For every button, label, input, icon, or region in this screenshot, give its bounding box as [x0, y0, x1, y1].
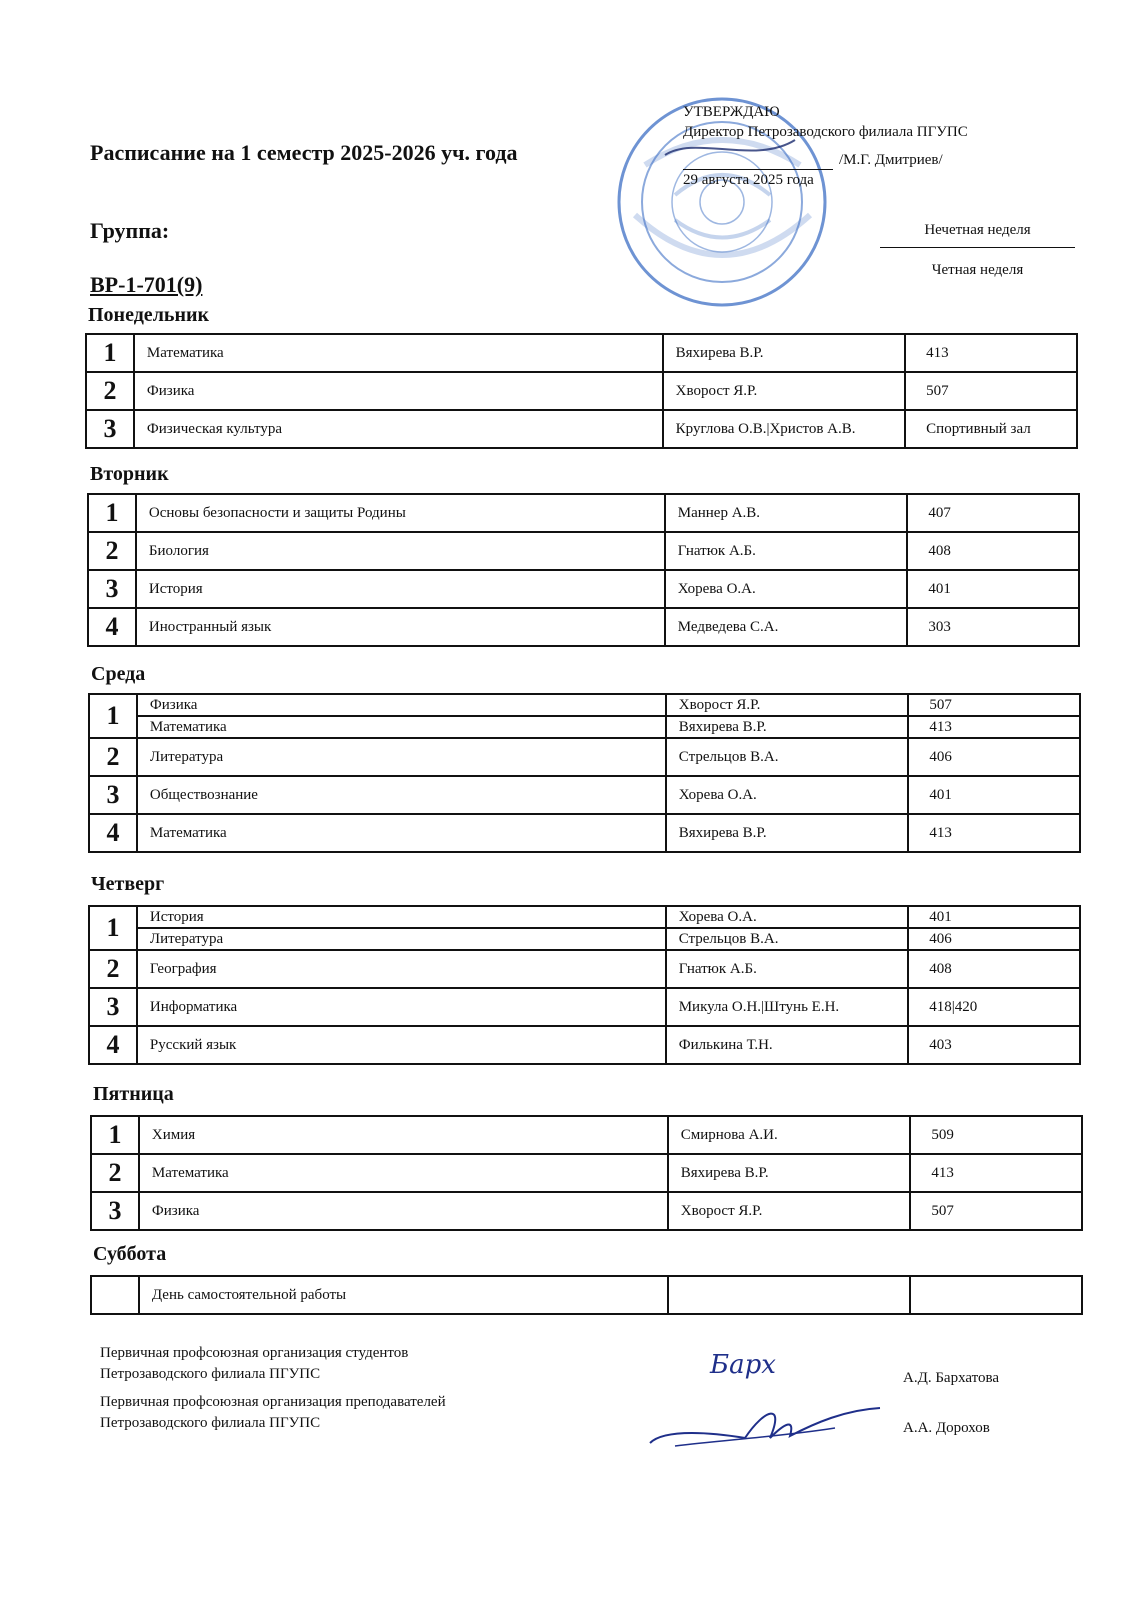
lesson-number: 1 — [88, 494, 136, 532]
group-label: Группа: — [90, 218, 170, 243]
lesson-teacher: Стрельцов В.А. — [666, 738, 909, 776]
lesson-room: 413 — [910, 1154, 1082, 1192]
lesson-room: 418|420 — [908, 988, 1080, 1026]
lesson-number: 3 — [89, 988, 137, 1026]
lesson-teacher: Хорева О.А. — [666, 776, 909, 814]
lesson-teacher: Хворост Я.Р. — [668, 1192, 911, 1230]
lesson-subject: Основы безопасности и защиты Родины — [136, 494, 665, 532]
lesson-subject: История — [136, 570, 665, 608]
lesson-number: 2 — [88, 532, 136, 570]
lesson-subject: Физика — [137, 694, 666, 716]
lesson-room: 509 — [910, 1116, 1082, 1154]
lesson-teacher: Хорева О.А. — [665, 570, 908, 608]
lesson-subject: Обществознание — [137, 776, 666, 814]
lesson-row — [89, 928, 1080, 950]
lesson-number: 3 — [89, 776, 137, 814]
lesson-number: 1 — [91, 1116, 139, 1154]
footer-org-teachers-line2: Петрозаводского филиала ПГУПС — [100, 1415, 321, 1431]
day-schedule-table — [90, 1275, 1083, 1315]
lesson-room: 408 — [907, 532, 1079, 570]
lesson-room: 406 — [908, 928, 1080, 950]
lesson-row — [89, 738, 1080, 776]
lesson-subject: Литература — [137, 738, 666, 776]
lesson-room: 401 — [907, 570, 1079, 608]
lesson-row — [86, 372, 1077, 410]
lesson-teacher: Хворост Я.Р. — [663, 372, 906, 410]
lesson-row — [89, 988, 1080, 1026]
approval-position: Директор Петрозаводского филиала ПГУПС — [683, 124, 968, 140]
handwritten-signature-1: Барх — [710, 1350, 776, 1380]
week-odd-label: Нечетная неделя — [880, 222, 1075, 248]
lesson-number: 3 — [86, 410, 134, 448]
week-even-label: Четная неделя — [931, 262, 1024, 278]
lesson-row — [88, 494, 1079, 532]
lesson-number: 1 — [86, 334, 134, 372]
lesson-subject: Химия — [139, 1116, 668, 1154]
lesson-room: 413 — [908, 716, 1080, 738]
lesson-row — [88, 608, 1079, 646]
approval-heading: УТВЕРЖДАЮ — [683, 104, 780, 120]
footer-org-students-line2: Петрозаводского филиала ПГУПС — [100, 1366, 321, 1382]
lesson-number — [91, 1276, 139, 1314]
lesson-row — [88, 570, 1079, 608]
day-schedule-table — [88, 693, 1081, 853]
lesson-number: 2 — [89, 738, 137, 776]
lesson-subject: Математика — [134, 334, 663, 372]
lesson-room: 408 — [908, 950, 1080, 988]
lesson-teacher: Хорева О.А. — [666, 906, 909, 928]
lesson-subject: Биология — [136, 532, 665, 570]
lesson-row — [91, 1276, 1082, 1314]
lesson-subject: Математика — [139, 1154, 668, 1192]
lesson-row — [88, 532, 1079, 570]
lesson-row — [89, 814, 1080, 852]
page-title: Расписание на 1 семестр 2025-2026 уч. года — [90, 140, 518, 165]
lesson-room: Спортивный зал — [905, 410, 1077, 448]
approval-block — [683, 102, 968, 190]
day-heading: Вторник — [90, 463, 169, 485]
lesson-subject: Физика — [139, 1192, 668, 1230]
signer-name-2: А.А. Дорохов — [903, 1420, 990, 1436]
lesson-room: 413 — [905, 334, 1077, 372]
lesson-room: 507 — [908, 694, 1080, 716]
lesson-row — [86, 334, 1077, 372]
lesson-subject: География — [137, 950, 666, 988]
footer-org-students-line1: Первичная профсоюзная организация студентов — [100, 1345, 409, 1361]
day-schedule-table — [85, 333, 1078, 449]
lesson-number: 4 — [88, 608, 136, 646]
lesson-number: 4 — [89, 814, 137, 852]
footer-org-teachers — [100, 1392, 446, 1434]
lesson-teacher: Медведева С.А. — [665, 608, 908, 646]
approval-signer: /М.Г. Дмитриев/ — [839, 152, 943, 168]
lesson-teacher: Филькина Т.Н. — [666, 1026, 909, 1064]
lesson-subject: Физическая культура — [134, 410, 663, 448]
day-heading: Пятница — [93, 1083, 174, 1105]
lesson-subject: Физика — [134, 372, 663, 410]
lesson-number: 2 — [91, 1154, 139, 1192]
lesson-number: 4 — [89, 1026, 137, 1064]
lesson-row — [89, 906, 1080, 928]
lesson-subject: Иностранный язык — [136, 608, 665, 646]
day-heading: Суббота — [93, 1243, 167, 1265]
lesson-number: 3 — [91, 1192, 139, 1230]
lesson-teacher: Вяхирева В.Р. — [668, 1154, 911, 1192]
lesson-teacher: Гнатюк А.Б. — [665, 532, 908, 570]
lesson-room: 507 — [905, 372, 1077, 410]
lesson-teacher: Стрельцов В.А. — [666, 928, 909, 950]
lesson-room: 401 — [908, 776, 1080, 814]
lesson-number: 3 — [88, 570, 136, 608]
lesson-teacher — [668, 1276, 910, 1314]
lesson-teacher: Гнатюк А.Б. — [666, 950, 909, 988]
lesson-room: 403 — [908, 1026, 1080, 1064]
lesson-room: 507 — [910, 1192, 1082, 1230]
lesson-subject: История — [137, 906, 666, 928]
lesson-row — [86, 410, 1077, 448]
lesson-teacher: Вяхирева В.Р. — [666, 814, 909, 852]
lesson-row — [89, 1026, 1080, 1064]
lesson-teacher: Хворост Я.Р. — [666, 694, 909, 716]
lesson-room: 413 — [908, 814, 1080, 852]
lesson-number: 1 — [89, 694, 137, 738]
lesson-row — [89, 694, 1080, 716]
footer-org-teachers-line1: Первичная профсоюзная организация преподавателей — [100, 1394, 446, 1410]
day-heading: Понедельник — [88, 304, 210, 326]
lesson-number: 2 — [86, 372, 134, 410]
lesson-room: 303 — [907, 608, 1079, 646]
lesson-subject: Русский язык — [137, 1026, 666, 1064]
lesson-row — [91, 1192, 1082, 1230]
day-schedule-table — [88, 905, 1081, 1065]
lesson-room: 407 — [907, 494, 1079, 532]
signer-name-1: А.Д. Бархатова — [903, 1370, 1000, 1386]
footer-org-students — [100, 1343, 408, 1385]
lesson-number: 1 — [89, 906, 137, 950]
lesson-teacher: Круглова О.В.|Христов А.В. — [663, 410, 906, 448]
lesson-room: 401 — [908, 906, 1080, 928]
lesson-teacher: Вяхирева В.Р. — [663, 334, 906, 372]
lesson-subject: Литература — [137, 928, 666, 950]
day-heading: Среда — [91, 663, 146, 685]
handwritten-signature-2 — [645, 1398, 885, 1458]
lesson-row — [89, 716, 1080, 738]
lesson-teacher: Вяхирева В.Р. — [666, 716, 909, 738]
lesson-row — [89, 950, 1080, 988]
lesson-subject: День самостоятельной работы — [139, 1276, 668, 1314]
lesson-subject: Математика — [137, 716, 666, 738]
lesson-teacher: Смирнова А.И. — [668, 1116, 911, 1154]
lesson-teacher: Микула О.Н.|Штунь Е.Н. — [666, 988, 909, 1026]
day-schedule-table — [87, 493, 1080, 647]
lesson-room — [910, 1276, 1082, 1314]
lesson-subject: Математика — [137, 814, 666, 852]
lesson-teacher: Маннер А.В. — [665, 494, 908, 532]
approval-date: 29 августа 2025 года — [683, 172, 814, 188]
day-heading: Четверг — [91, 873, 165, 895]
day-schedule-table — [90, 1115, 1083, 1231]
lesson-row — [89, 776, 1080, 814]
lesson-row — [91, 1116, 1082, 1154]
lesson-room: 406 — [908, 738, 1080, 776]
group-value: ВР-1-701(9) — [90, 272, 203, 297]
lesson-row — [91, 1154, 1082, 1192]
lesson-number: 2 — [89, 950, 137, 988]
lesson-subject: Информатика — [137, 988, 666, 1026]
